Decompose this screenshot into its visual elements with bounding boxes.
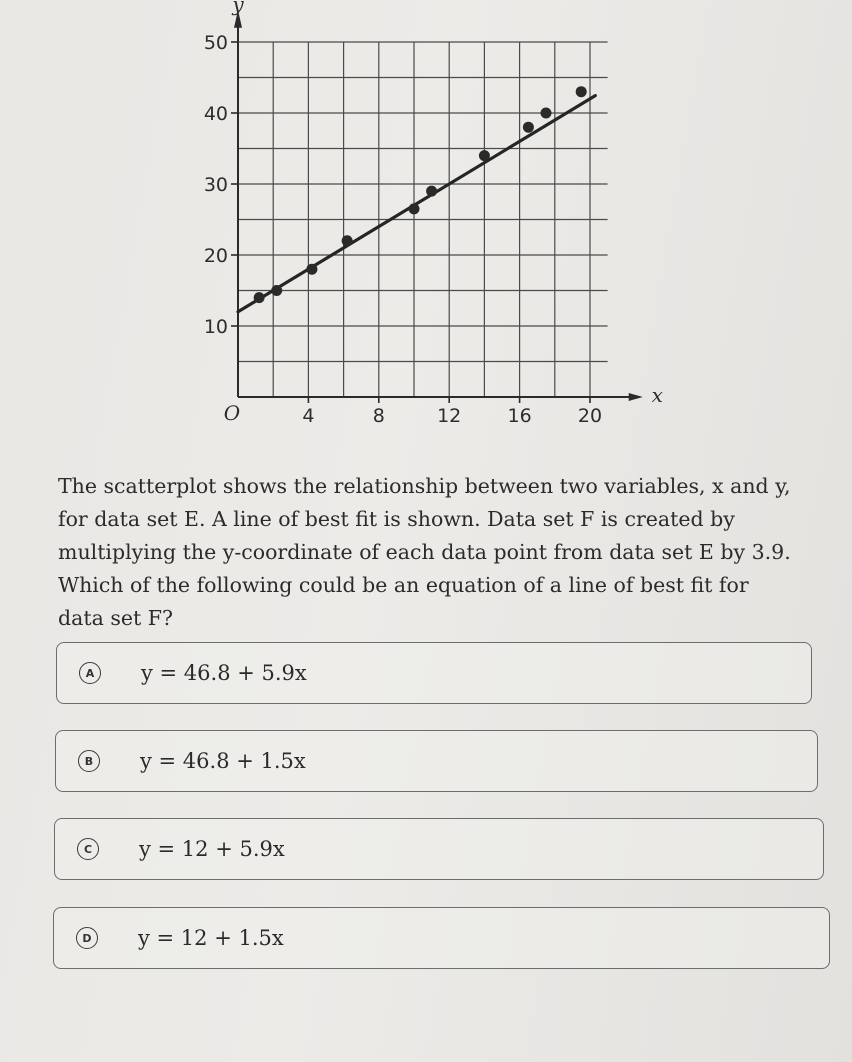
- grid: [238, 42, 608, 397]
- x-axis-label: x: [651, 383, 663, 407]
- scatterplot-chart: [190, 0, 670, 440]
- data-point: [409, 203, 420, 214]
- data-point: [426, 186, 437, 197]
- choice-d-letter-icon: D: [76, 927, 98, 949]
- x-tick-label: 4: [302, 405, 315, 427]
- choice-d-equation: y = 12 + 1.5x: [138, 926, 284, 950]
- choice-b[interactable]: [55, 730, 818, 792]
- choice-a-letter-icon: A: [79, 662, 101, 684]
- x-tick-label: 12: [437, 405, 462, 427]
- choice-b-letter-icon: B: [78, 750, 100, 772]
- y-tick-label: 20: [203, 245, 228, 267]
- data-point: [306, 264, 317, 275]
- x-axis-arrow-icon: [629, 393, 643, 401]
- choice-d[interactable]: [53, 907, 830, 969]
- choice-c-equation: y = 12 + 5.9x: [139, 837, 285, 861]
- data-point: [479, 150, 490, 161]
- y-tick-label: 50: [203, 32, 228, 54]
- y-tick-label: 40: [203, 103, 228, 125]
- choice-a-equation: y = 46.8 + 5.9x: [141, 661, 307, 685]
- data-point: [576, 86, 587, 97]
- choice-b-equation: y = 46.8 + 1.5x: [140, 749, 306, 773]
- x-tick-label: 8: [372, 405, 385, 427]
- x-tick-label: 16: [507, 405, 532, 427]
- y-tick-label: 10: [203, 316, 228, 338]
- data-point: [254, 292, 265, 303]
- choice-c-letter-icon: C: [77, 838, 99, 860]
- choice-c[interactable]: [54, 818, 824, 880]
- x-tick-label: 20: [577, 405, 603, 427]
- question-text: The scatterplot shows the relationship between two variables, x and y, for data set E. A line of best fit is shown. Data set F is created by multiplying the y-coordinate of each data point from data set E by 3.9. Which of the following could be an equation of a line of best fit for data set F?: [58, 474, 791, 630]
- data-point: [523, 122, 534, 133]
- data-point: [271, 285, 282, 296]
- choice-a[interactable]: [56, 642, 812, 704]
- data-point: [541, 108, 552, 119]
- best-fit-line: [238, 96, 595, 312]
- y-tick-label: 30: [203, 174, 228, 196]
- origin-label: O: [223, 401, 241, 425]
- data-point: [342, 235, 353, 246]
- y-axis-label: y: [232, 0, 244, 17]
